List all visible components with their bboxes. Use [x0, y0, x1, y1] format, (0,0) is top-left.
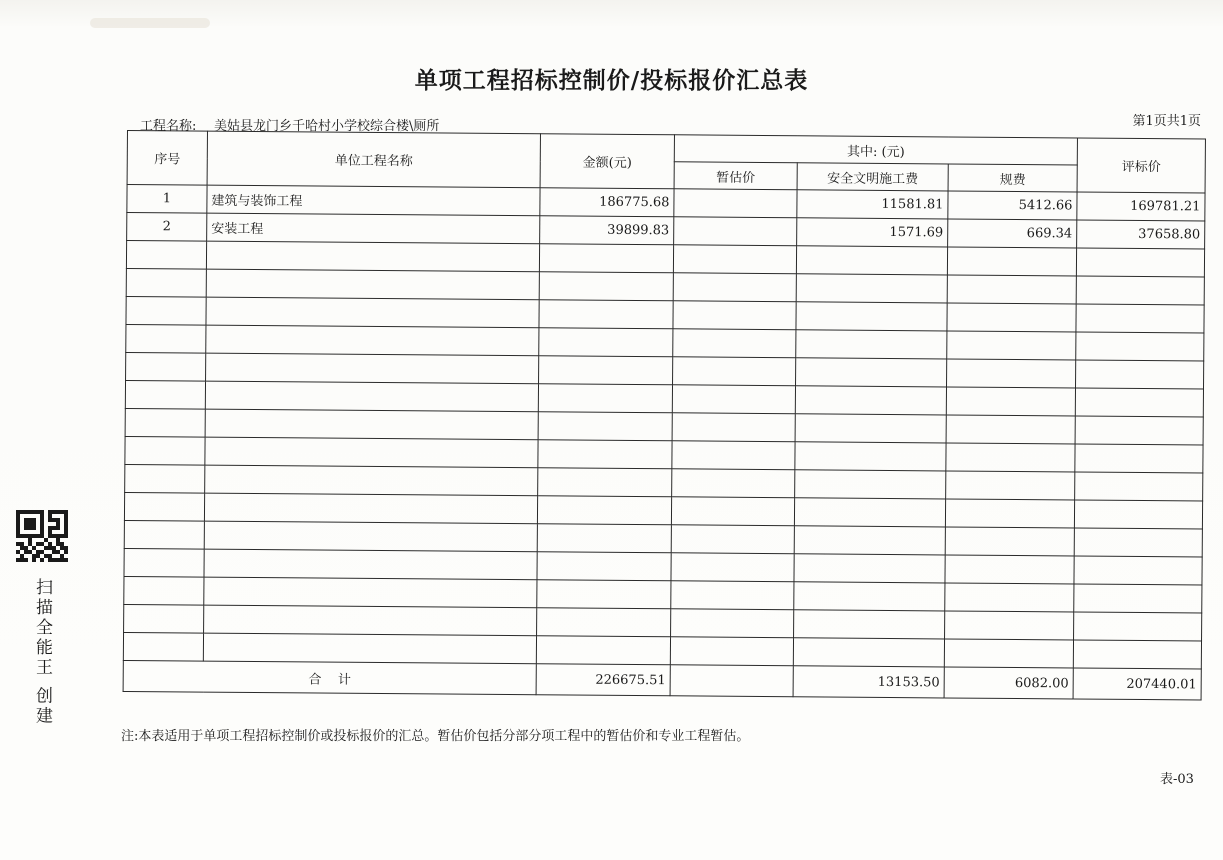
- cell-empty: [204, 493, 537, 524]
- cell-empty: [124, 604, 204, 633]
- form-code: 表-03: [1160, 772, 1194, 787]
- cell-empty: [795, 470, 946, 499]
- cell-empty: [538, 468, 672, 497]
- cell-empty: [794, 498, 945, 527]
- cell-evaluated: 37658.80: [1077, 220, 1205, 249]
- cell-empty: [1074, 556, 1202, 585]
- cell-empty: [125, 408, 205, 437]
- cell-empty: [795, 386, 946, 415]
- cell-empty: [538, 384, 672, 413]
- cell-empty: [670, 637, 793, 666]
- cell-empty: [125, 436, 205, 465]
- cell-empty: [1074, 500, 1202, 529]
- cell-empty: [538, 440, 672, 469]
- cell-empty: [205, 437, 538, 468]
- cell-unit-name: 建筑与装饰工程: [207, 185, 540, 216]
- cell-empty: [1074, 612, 1202, 641]
- cell-empty: [794, 610, 945, 639]
- cell-fees: 669.34: [948, 219, 1077, 248]
- cell-empty: [203, 633, 536, 664]
- cell-empty: [1076, 360, 1204, 389]
- cell-empty: [124, 576, 204, 605]
- cell-empty: [672, 413, 795, 442]
- cell-empty: [947, 331, 1076, 360]
- cell-unit-name: 安装工程: [207, 213, 540, 244]
- project-name: 美姑县龙门乡千哈村小学校综合楼\厕所: [214, 119, 440, 134]
- cell-empty: [537, 608, 671, 637]
- header-unit-name: 单位工程名称: [207, 131, 540, 188]
- cell-empty: [947, 247, 1076, 276]
- table-body: [123, 185, 1205, 700]
- cell-empty: [1074, 584, 1202, 613]
- cell-total-fees: 6082.00: [944, 667, 1073, 699]
- cell-empty: [537, 580, 671, 609]
- cell-empty: [673, 357, 796, 386]
- cell-empty: [123, 632, 203, 661]
- cell-empty: [205, 381, 538, 412]
- cell-total-amount: 226675.51: [536, 664, 670, 696]
- cell-empty: [539, 272, 673, 301]
- cell-empty: [796, 246, 947, 275]
- cell-evaluated: 169781.21: [1077, 192, 1205, 221]
- cell-empty: [125, 464, 205, 493]
- cell-empty: [1073, 640, 1201, 669]
- scan-smudge: [90, 18, 210, 28]
- cell-empty: [539, 356, 673, 385]
- cell-seq: 2: [127, 213, 207, 242]
- cell-empty: [672, 441, 795, 470]
- cell-empty: [796, 330, 947, 359]
- cell-empty: [126, 241, 206, 270]
- cell-empty: [946, 443, 1075, 472]
- cell-empty: [204, 549, 537, 580]
- cell-empty: [946, 471, 1075, 500]
- cell-empty: [673, 329, 796, 358]
- scanner-watermark: 扫描全能王 创建: [32, 578, 52, 727]
- cell-empty: [1076, 248, 1204, 277]
- cell-empty: [1076, 304, 1204, 333]
- cell-empty: [124, 492, 204, 521]
- header-seq: 序号: [127, 131, 207, 186]
- cell-empty: [673, 245, 796, 274]
- cell-provisional: [674, 217, 797, 246]
- cell-empty: [537, 552, 671, 581]
- cell-empty: [794, 582, 945, 611]
- cell-empty: [204, 605, 537, 636]
- cell-empty: [796, 358, 947, 387]
- header-amount: 金额(元): [540, 134, 674, 189]
- cell-empty: [206, 325, 539, 356]
- cell-empty: [947, 303, 1076, 332]
- cell-empty: [539, 328, 673, 357]
- cell-empty: [126, 268, 206, 297]
- cell-empty: [796, 274, 947, 303]
- cell-amount: 186775.68: [540, 188, 674, 217]
- header-provisional: 暂估价: [674, 162, 797, 190]
- cell-empty: [126, 324, 206, 353]
- cell-safety: 11581.81: [797, 190, 948, 219]
- cell-empty: [794, 554, 945, 583]
- cell-empty: [795, 442, 946, 471]
- cell-empty: [947, 275, 1076, 304]
- page-title: 单项工程招标控制价/投标报价汇总表: [414, 67, 809, 94]
- summary-table: [123, 130, 1206, 700]
- cell-empty: [206, 297, 539, 328]
- cell-empty: [945, 611, 1074, 640]
- cell-empty: [537, 496, 671, 525]
- cell-empty: [945, 499, 1074, 528]
- cell-total-evaluated: 207440.01: [1073, 668, 1201, 700]
- cell-empty: [1076, 332, 1204, 361]
- cell-empty: [671, 581, 794, 610]
- cell-empty: [796, 302, 947, 331]
- total-label: 合 计: [123, 660, 536, 694]
- page-info: 第1页共1页: [1132, 114, 1201, 129]
- cell-empty: [945, 527, 1074, 556]
- cell-empty: [204, 577, 537, 608]
- cell-empty: [673, 273, 796, 302]
- cell-empty: [536, 636, 670, 665]
- cell-empty: [537, 524, 671, 553]
- footnote: 注:本表适用于单项工程招标控制价或投标报价的汇总。暂估价包括分部分项工程中的暂估价和专业工程暂估。: [121, 729, 750, 744]
- cell-empty: [206, 241, 539, 272]
- cell-empty: [539, 244, 673, 273]
- cell-empty: [945, 583, 1074, 612]
- cell-empty: [205, 409, 538, 440]
- header-fees: 规费: [948, 164, 1077, 192]
- cell-empty: [795, 414, 946, 443]
- cell-empty: [794, 526, 945, 555]
- cell-empty: [126, 352, 206, 381]
- cell-empty: [124, 520, 204, 549]
- cell-empty: [206, 269, 539, 300]
- cell-empty: [671, 609, 794, 638]
- cell-empty: [1075, 472, 1203, 501]
- cell-empty: [125, 380, 205, 409]
- cell-empty: [945, 555, 1074, 584]
- cell-empty: [1075, 388, 1203, 417]
- cell-empty: [1074, 528, 1202, 557]
- cell-empty: [1076, 276, 1204, 305]
- cell-empty: [124, 548, 204, 577]
- cell-empty: [126, 296, 206, 325]
- header-evaluated-price: 评标价: [1077, 138, 1205, 193]
- cell-empty: [672, 385, 795, 414]
- cell-empty: [206, 353, 539, 384]
- cell-empty: [672, 469, 795, 498]
- qr-code-icon: [16, 510, 68, 562]
- header-safety: 安全文明施工费: [797, 163, 948, 191]
- cell-seq: 1: [127, 185, 207, 214]
- cell-empty: [946, 415, 1075, 444]
- cell-empty: [946, 387, 1075, 416]
- cell-total-safety: 13153.50: [793, 666, 944, 698]
- cell-empty: [204, 521, 537, 552]
- cell-empty: [539, 300, 673, 329]
- cell-safety: 1571.69: [797, 218, 948, 247]
- cell-empty: [944, 639, 1073, 668]
- cell-fees: 5412.66: [948, 191, 1077, 220]
- cell-empty: [793, 638, 944, 667]
- cell-empty: [673, 301, 796, 330]
- project-label: 工程名称:: [140, 119, 197, 134]
- cell-empty: [1075, 444, 1203, 473]
- cell-empty: [205, 465, 538, 496]
- cell-empty: [671, 553, 794, 582]
- cell-empty: [1075, 416, 1203, 445]
- header-of-which: 其中: (元): [674, 135, 1077, 165]
- cell-empty: [947, 359, 1076, 388]
- cell-empty: [671, 497, 794, 526]
- cell-provisional: [674, 189, 797, 218]
- cell-total-provisional: [670, 665, 793, 697]
- cell-amount: 39899.83: [540, 216, 674, 245]
- cell-empty: [538, 412, 672, 441]
- cell-empty: [671, 525, 794, 554]
